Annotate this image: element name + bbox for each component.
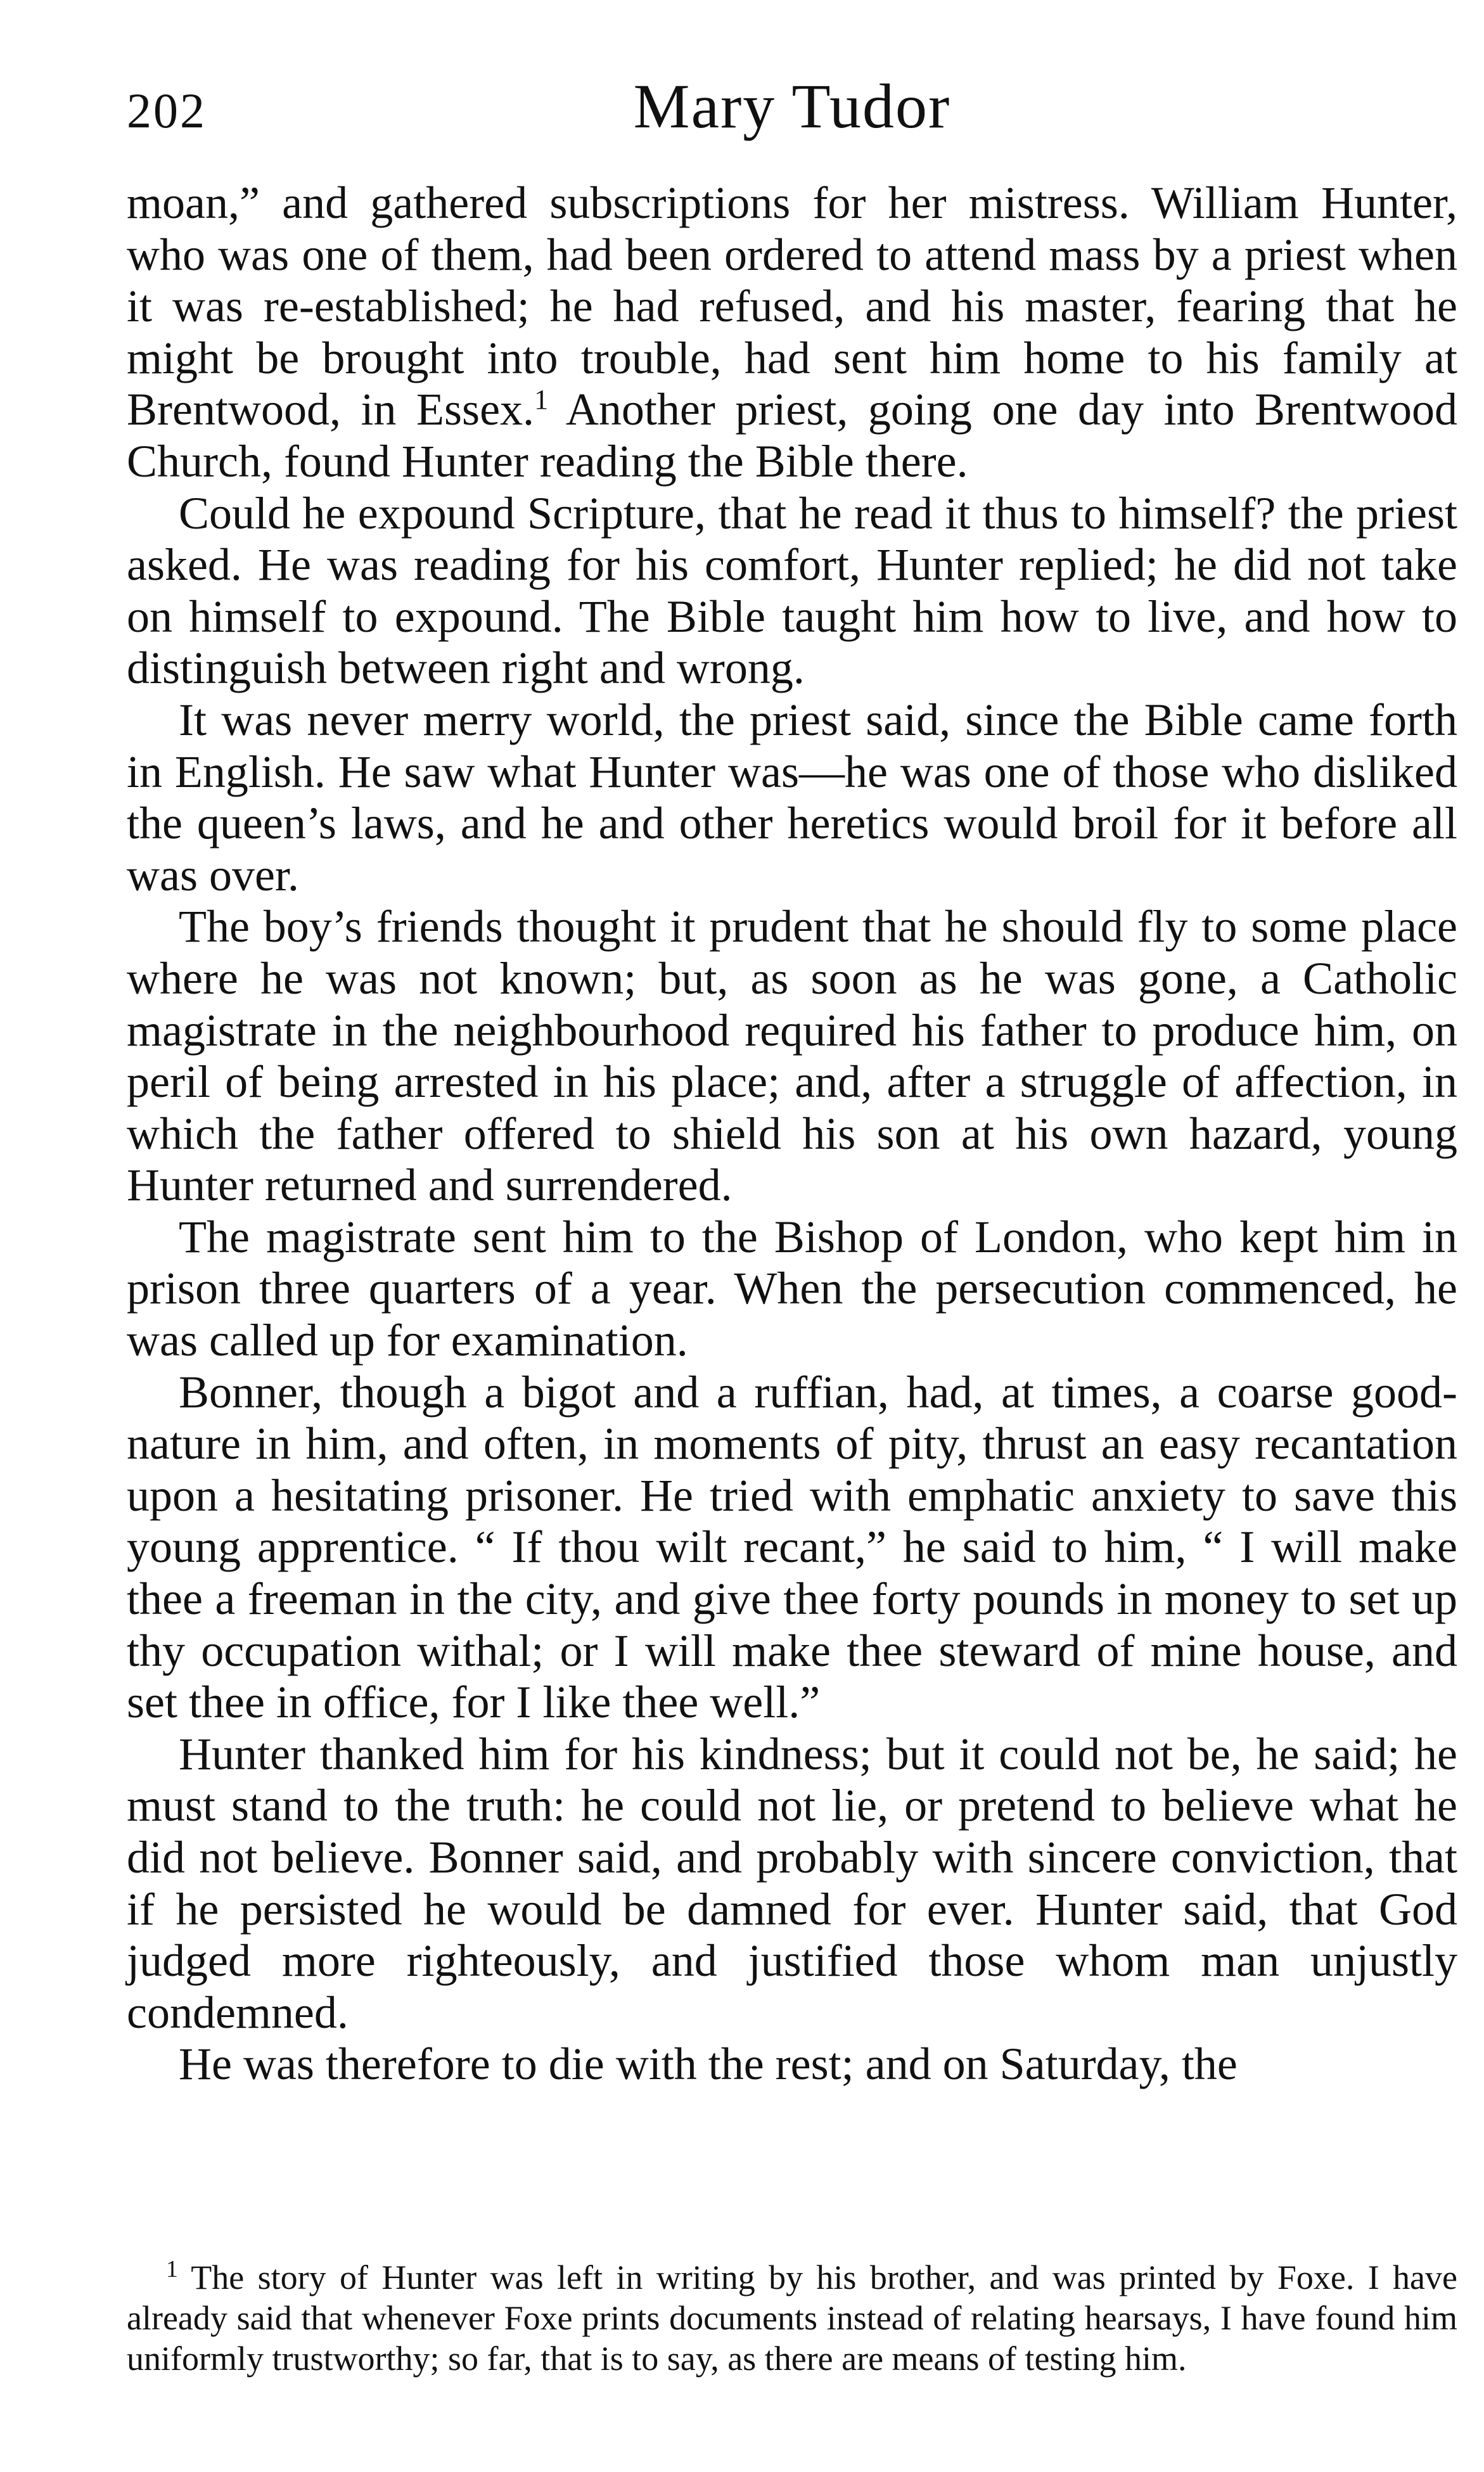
paragraph: The magistrate sent him to the Bishop of London, who kept him in prison three quarters of a year. When the persecution commenced, he was called up for examination. [127,1211,1457,1366]
footnotes [127,2257,1457,2379]
running-title: Mary Tudor [633,71,951,141]
paragraph: The boy’s friends thought it prudent that he should fly to some place where he was not known; but, as soon as he was gone, a Catholic magistrate in the neighbourhood required his father to produce him, on peril of being arrested in his place; and, after a struggle of affection, in which the father offered to shield his son at his own hazard, young Hunter returned and surrendered. [127,901,1457,1211]
footnote [127,2257,1457,2379]
paragraph-continued [127,177,1457,488]
footnote-reference: 1 [534,383,549,416]
page-number: 202 [127,83,207,138]
paragraph: Could he expound Scripture, that he read it thus to himself? the priest asked. He was reading for his comfort, Hunter replied; he did not take on himself to expound. The Bible taught him how to live, and how to distinguish between right and wrong. [127,487,1457,694]
body-text [127,177,1457,2091]
paragraph-text: Another priest, going one day into Brentwood Church, found Hunter reading the Bible there. [127,384,1458,487]
paragraph: Hunter thanked him for his kindness; but it could not be, he said; he must stand to the truth: he could not lie, or pretend to believe what he did not believe. Bonner said, and probably with sincere conviction, that if he persisted he would be damned for ever. Hunter said, that God judged more righteously, and justified those whom man unjustly condemned. [127,1728,1457,2038]
footnote-text: The story of Hunter was left in writing by his brother, and was printed by Foxe. I have already said that whenever Foxe prints documents instead of relating hearsays, I have found him uniformly trustworthy; so far, that is to say, as there are means of testing him. [127,2258,1457,2378]
paragraph: Bonner, though a bigot and a ruffian, had, at times, a coarse good-nature in him, and often, in moments of pity, thrust an easy recantation upon a hesitating prisoner. He tried with emphatic anxiety to save this young apprentice. “ If thou wilt recant,” he said to him, “ I will make thee a freeman in the city, and give thee forty pounds in money to set up thy occupation withal; or I will make thee steward of mine house, and set thee in office, for I like thee well.” [127,1366,1457,1728]
paragraph-last-line: He was therefore to die with the rest; and on Saturday, the [179,2039,1238,2090]
page-header [127,71,1457,151]
paragraph-text: moan,” and gathered subscriptions for her mistress. William Hunter, who was one of them, had been ordered to attend mass by a priest when it was re-established; he had refused, and his master, fearing that he might be brought into trouble, had sent him home to his family at Brentwood, in Essex. [127,177,1457,435]
paragraph: It was never merry world, the priest said, since the Bible came forth in English. He saw what Hunter was—he was one of those who disliked the queen’s laws, and he and other heretics would broil for it before all was over. [127,694,1457,900]
footnote-marker: 1 [166,2256,178,2283]
